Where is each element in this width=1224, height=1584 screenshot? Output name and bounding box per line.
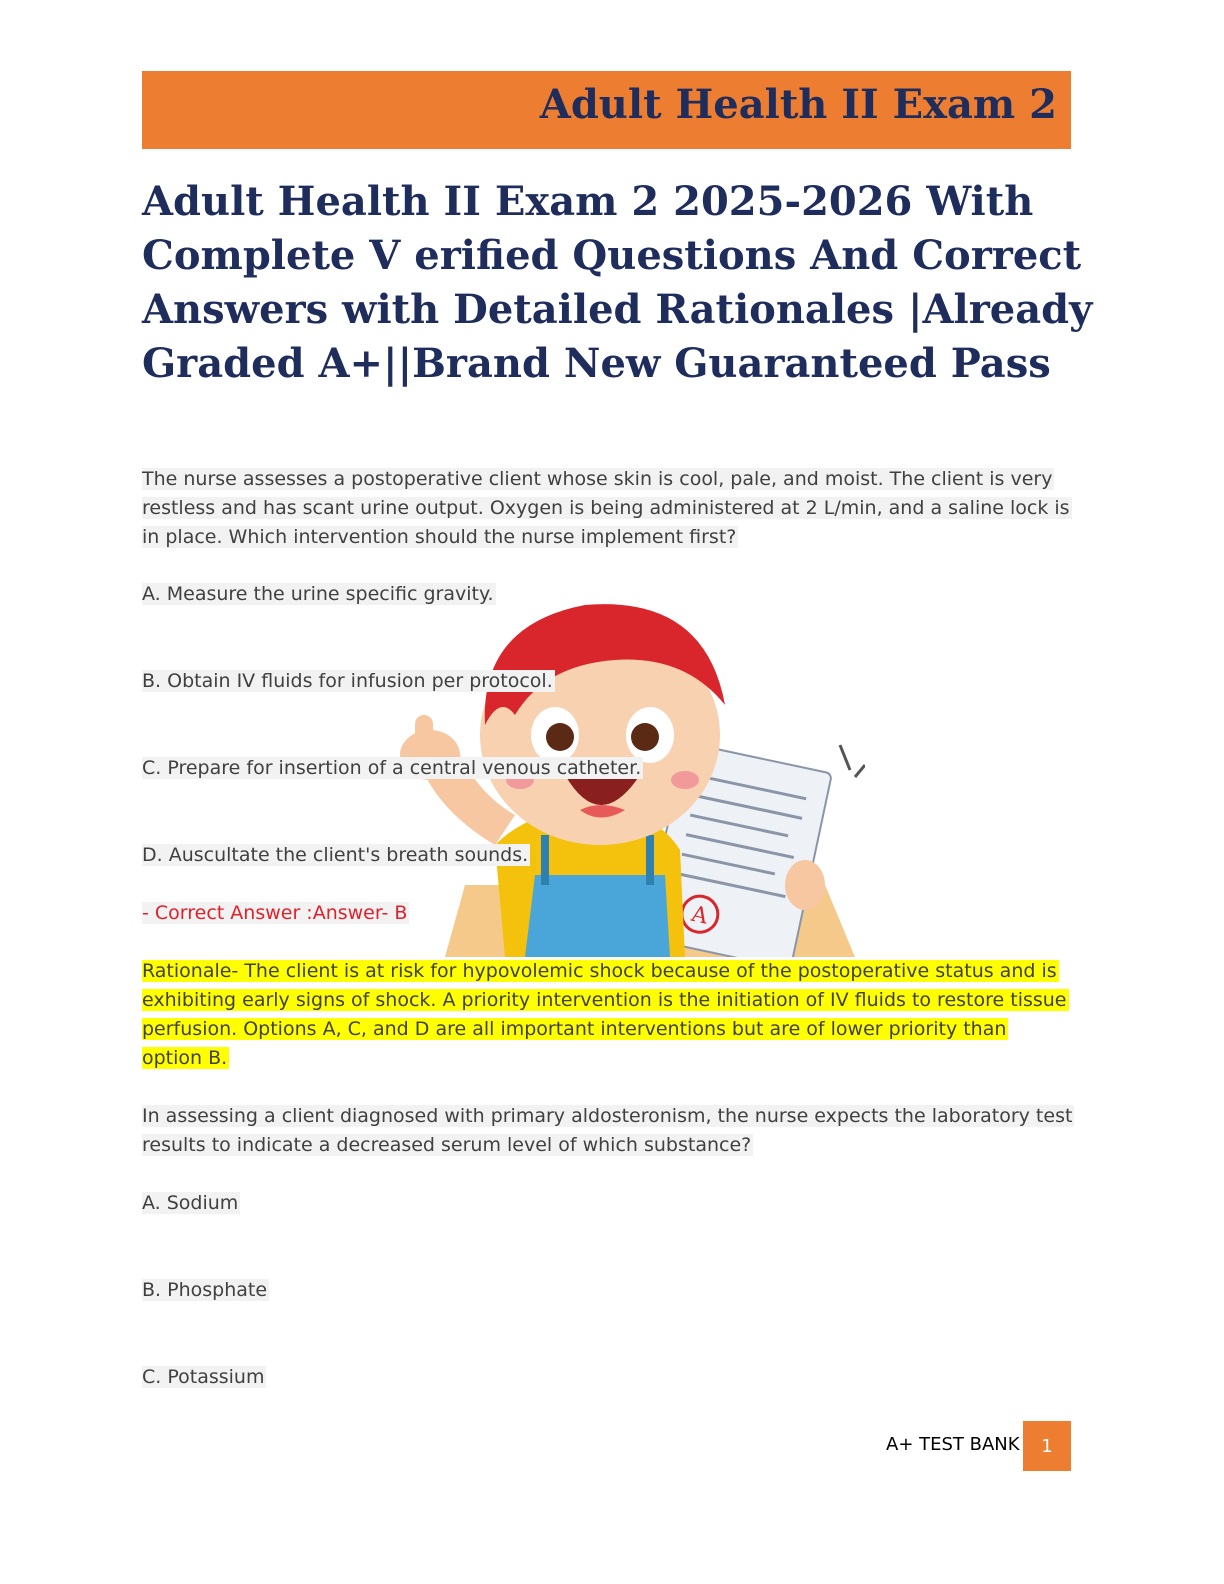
document-title-line: Complete V erified Questions And Correct [142,232,1082,279]
option-text: D. Auscultate the client's breath sounds. [142,844,529,866]
header-title: Adult Health II Exam 2 [539,81,1057,128]
correct-answer-text: - Correct Answer :Answer- B [142,902,408,924]
question2-option-c [142,1363,266,1392]
question1-option-c [142,754,643,783]
option-text: C. Prepare for insertion of a central venous catheter. [142,757,642,779]
option-text: B. Obtain IV fluids for infusion per protocol. [142,670,553,692]
question1-option-d [142,841,530,870]
document-title-line: Adult Health II Exam 2 2025-2026 With [142,178,1034,225]
page-number: 1 [1023,1421,1071,1471]
document-title-line: Answers with Detailed Rationales |Already [142,286,1093,333]
document-title [142,175,1093,391]
question1-stem [142,465,1072,552]
question1-stem-line: in place. Which intervention should the nurse implement first? [142,526,737,548]
question1-option-b [142,667,555,696]
footer-label: A+ TEST BANK [886,1434,1020,1455]
question1-stem-line: The nurse assesses a postoperative client whose skin is cool, pale, and moist. The client is very [142,468,1053,490]
header-bar [142,71,1071,149]
document-title-line: Graded A+||Brand New Guaranteed Pass [142,340,1051,387]
rationale-line: exhibiting early signs of shock. A priority intervention is the initiation of IV fluids to restore tissue [142,989,1067,1011]
question2-stem-line: results to indicate a decreased serum level of which substance? [142,1134,752,1156]
rationale-line: option B. [142,1047,228,1069]
rationale-line: perfusion. Options A, C, and D are all important interventions but are of lower priority than [142,1018,1007,1040]
option-text: C. Potassium [142,1366,265,1388]
question1-stem-line: restless and has scant urine output. Oxygen is being administered at 2 L/min, and a saline lock is [142,497,1070,519]
question1-option-a [142,580,496,609]
question1-correct-answer [142,899,409,928]
svg-text:A: A [689,901,710,930]
question2-stem-line: In assessing a client diagnosed with primary aldosteronism, the nurse expects the laboratory test [142,1105,1073,1127]
question2-option-b [142,1276,269,1305]
question2-option-a [142,1189,240,1218]
option-text: A. Sodium [142,1192,239,1214]
question2-stem [142,1102,1074,1160]
rationale-line: Rationale- The client is at risk for hypovolemic shock because of the postoperative status and is [142,960,1057,982]
option-text: A. Measure the urine specific gravity. [142,583,494,605]
question1-rationale [142,957,1069,1073]
option-text: B. Phosphate [142,1279,268,1301]
